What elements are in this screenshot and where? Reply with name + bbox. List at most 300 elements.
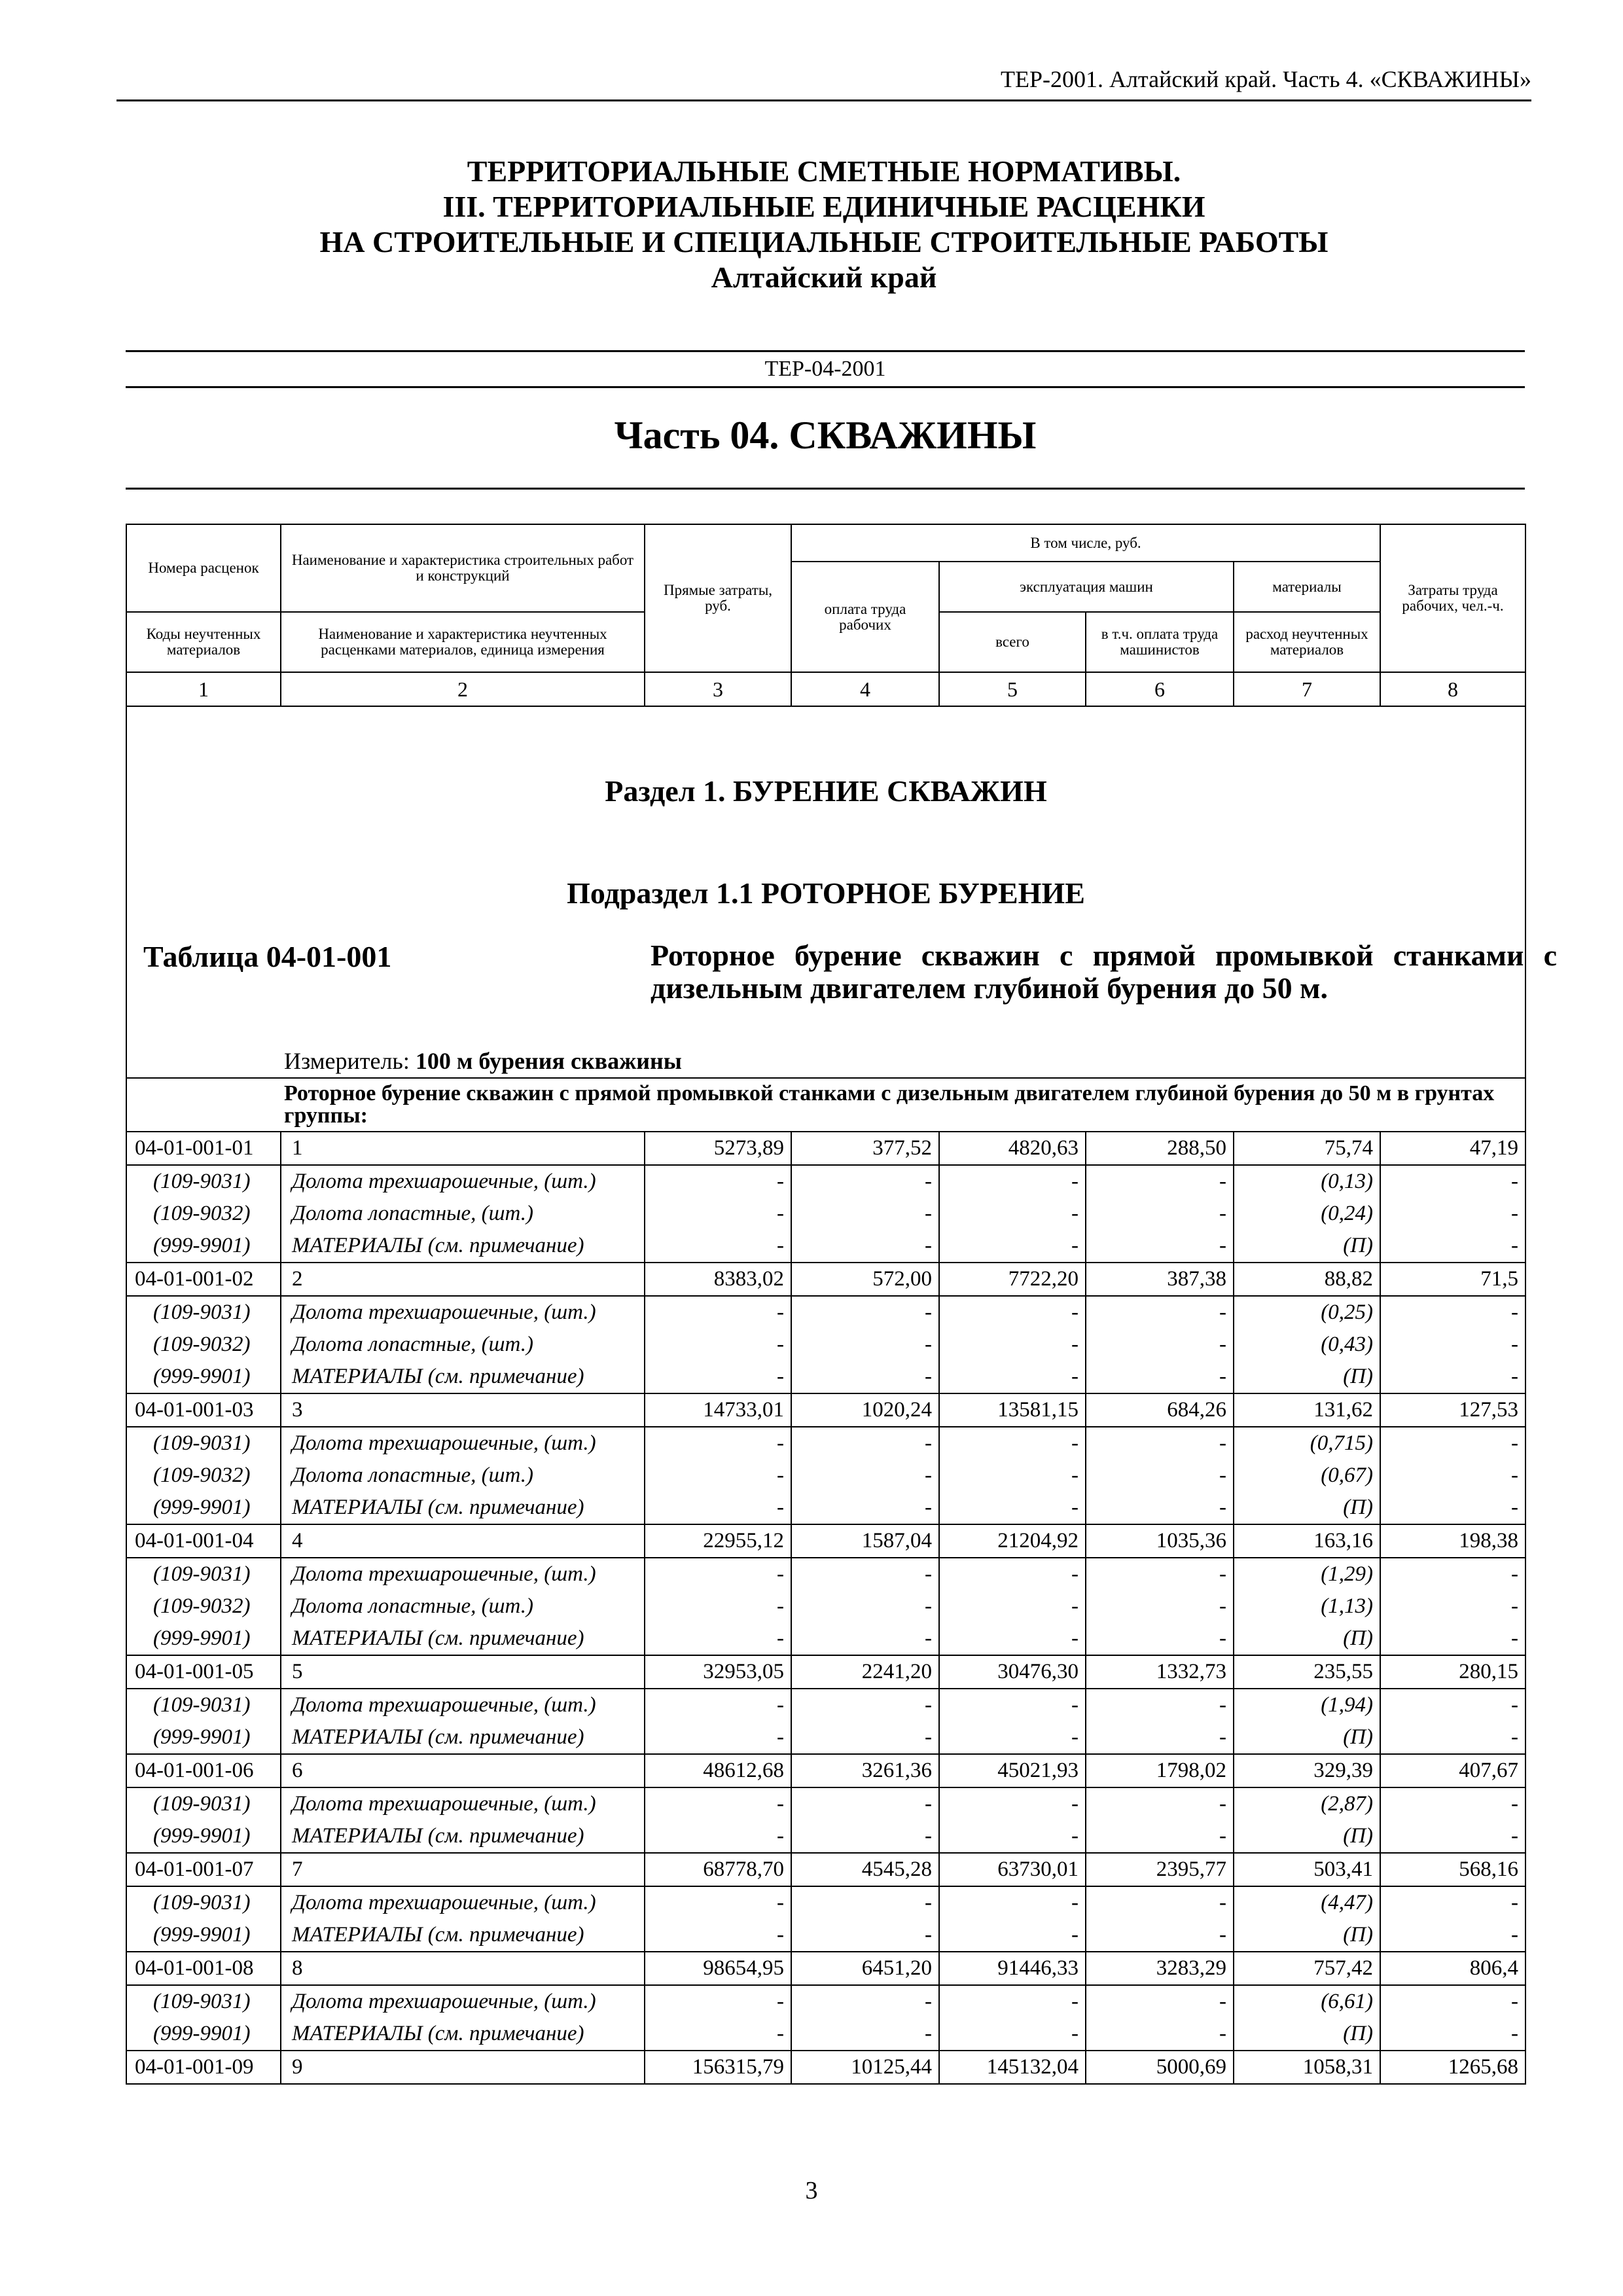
labor-hours: 127,53 <box>1380 1393 1525 1427</box>
table-row <box>126 1263 1525 1296</box>
operator-pay: - <box>1086 1886 1234 1919</box>
direct-costs: - <box>645 1787 791 1820</box>
labor-hours: 280,15 <box>1380 1655 1525 1689</box>
worker-pay: 10125,44 <box>791 2051 939 2084</box>
worker-pay: - <box>791 1985 939 2018</box>
item-name: Долота трехшарошечные, (шт.) <box>281 1787 645 1820</box>
labor-hours: 407,67 <box>1380 1754 1525 1787</box>
rate-code: (109-9032) <box>126 1329 281 1361</box>
labor-hours: - <box>1380 1460 1525 1492</box>
item-name: 5 <box>281 1655 645 1689</box>
material-row <box>126 1198 1525 1230</box>
unaccounted-materials: (П) <box>1234 1820 1380 1853</box>
item-name: МАТЕРИАЛЫ (см. примечание) <box>281 1919 645 1952</box>
worker-pay: - <box>791 1787 939 1820</box>
unaccounted-materials: (1,13) <box>1234 1590 1380 1623</box>
machines-total: - <box>939 1230 1086 1263</box>
machines-total: - <box>939 1165 1086 1198</box>
header-work-name: Наименование и характеристика строительных работ и конструкций <box>281 524 645 612</box>
worker-pay: - <box>791 1492 939 1524</box>
worker-pay: - <box>791 1230 939 1263</box>
direct-costs: - <box>645 1492 791 1524</box>
rate-code: (109-9031) <box>126 1787 281 1820</box>
operator-pay: - <box>1086 1689 1234 1721</box>
header-rate-number: Номера расценок <box>126 524 281 612</box>
unaccounted-materials: (0,67) <box>1234 1460 1380 1492</box>
machines-total: - <box>939 2018 1086 2051</box>
unaccounted-materials: (4,47) <box>1234 1886 1380 1919</box>
rate-code: (109-9031) <box>126 1296 281 1329</box>
machines-total: - <box>939 1329 1086 1361</box>
machines-total: - <box>939 1919 1086 1952</box>
measure-unit <box>284 1047 682 1075</box>
material-row <box>126 1787 1525 1820</box>
title-line-2: III. ТЕРРИТОРИАЛЬНЫЕ ЕДИНИЧНЫЕ РАСЦЕНКИ <box>442 190 1205 223</box>
rate-code: (999-9901) <box>126 2018 281 2051</box>
operator-pay: - <box>1086 1296 1234 1329</box>
direct-costs: 5273,89 <box>645 1132 791 1165</box>
direct-costs: - <box>645 1623 791 1655</box>
machines-total: 145132,04 <box>939 2051 1086 2084</box>
column-number: 1 <box>126 672 281 706</box>
item-name: Долота трехшарошечные, (шт.) <box>281 1165 645 1198</box>
item-name: Долота трехшарошечные, (шт.) <box>281 1427 645 1460</box>
machines-total: 63730,01 <box>939 1853 1086 1886</box>
machines-total: - <box>939 1492 1086 1524</box>
unaccounted-materials: 1058,31 <box>1234 2051 1380 2084</box>
header-worker-pay: оплата труда рабочих <box>791 562 939 672</box>
machines-total: - <box>939 1460 1086 1492</box>
labor-hours: - <box>1380 1198 1525 1230</box>
labor-hours: 806,4 <box>1380 1952 1525 1985</box>
direct-costs: 32953,05 <box>645 1655 791 1689</box>
unaccounted-materials: (0,13) <box>1234 1165 1380 1198</box>
worker-pay: - <box>791 1198 939 1230</box>
column-number: 6 <box>1086 672 1234 706</box>
item-name: Долота трехшарошечные, (шт.) <box>281 1689 645 1721</box>
item-name: Долота трехшарошечные, (шт.) <box>281 1296 645 1329</box>
part-title: Часть 04. СКВАЖИНЫ <box>614 414 1037 457</box>
rate-code: (109-9031) <box>126 1558 281 1590</box>
unaccounted-materials: 757,42 <box>1234 1952 1380 1985</box>
unaccounted-materials: (П) <box>1234 2018 1380 2051</box>
machines-total: 4820,63 <box>939 1132 1086 1165</box>
column-number: 8 <box>1380 672 1525 706</box>
machines-total: - <box>939 1623 1086 1655</box>
worker-pay: - <box>791 1361 939 1393</box>
table-row <box>126 1524 1525 1558</box>
labor-hours: - <box>1380 1985 1525 2018</box>
direct-costs: - <box>645 1165 791 1198</box>
header-unaccounted-materials: расход неучтенных материалов <box>1234 612 1380 672</box>
material-row <box>126 1558 1525 1590</box>
material-row <box>126 1329 1525 1361</box>
operator-pay: 288,50 <box>1086 1132 1234 1165</box>
operator-pay: - <box>1086 1460 1234 1492</box>
unaccounted-materials: 131,62 <box>1234 1393 1380 1427</box>
page-number: 3 <box>805 2177 818 2204</box>
table-row <box>126 1132 1525 1165</box>
header-machines-total: всего <box>939 612 1086 672</box>
direct-costs: - <box>645 1721 791 1754</box>
operator-pay: - <box>1086 1721 1234 1754</box>
labor-hours: - <box>1380 1230 1525 1263</box>
direct-costs: 156315,79 <box>645 2051 791 2084</box>
unaccounted-materials: (П) <box>1234 1492 1380 1524</box>
unaccounted-materials: (1,94) <box>1234 1689 1380 1721</box>
item-name: 9 <box>281 2051 645 2084</box>
document-code: ТЕР-04-2001 <box>126 350 1525 388</box>
machines-total: - <box>939 1361 1086 1393</box>
machines-total: - <box>939 1985 1086 2018</box>
table-title: Роторное бурение скважин с прямой промывкой станками с дизельным двигателем глубиной бурения до 50 м. <box>651 939 1557 1005</box>
worker-pay: 377,52 <box>791 1132 939 1165</box>
rate-code: (109-9031) <box>126 1985 281 2018</box>
rate-code: 04-01-001-05 <box>126 1655 281 1689</box>
worker-pay: - <box>791 1820 939 1853</box>
part-divider <box>126 488 1525 490</box>
direct-costs: 8383,02 <box>645 1263 791 1296</box>
item-name: Долота лопастные, (шт.) <box>281 1590 645 1623</box>
material-row <box>126 1165 1525 1198</box>
labor-hours: - <box>1380 1623 1525 1655</box>
operator-pay: 684,26 <box>1086 1393 1234 1427</box>
machines-total: - <box>939 1886 1086 1919</box>
worker-pay: - <box>791 1165 939 1198</box>
title-line-4: Алтайский край <box>711 260 937 294</box>
unaccounted-materials: (1,29) <box>1234 1558 1380 1590</box>
rate-code: (109-9032) <box>126 1460 281 1492</box>
table-row <box>126 1393 1525 1427</box>
rate-code: (999-9901) <box>126 1721 281 1754</box>
column-number: 3 <box>645 672 791 706</box>
column-number: 2 <box>281 672 645 706</box>
labor-hours: - <box>1380 1886 1525 1919</box>
item-name: МАТЕРИАЛЫ (см. примечание) <box>281 1820 645 1853</box>
direct-costs: 22955,12 <box>645 1524 791 1558</box>
machines-total: 30476,30 <box>939 1655 1086 1689</box>
table-row <box>126 1655 1525 1689</box>
unaccounted-materials: (П) <box>1234 1623 1380 1655</box>
direct-costs: - <box>645 1590 791 1623</box>
unaccounted-materials: (П) <box>1234 1721 1380 1754</box>
rate-code: 04-01-001-01 <box>126 1132 281 1165</box>
unaccounted-materials: (П) <box>1234 1919 1380 1952</box>
labor-hours: - <box>1380 1919 1525 1952</box>
unaccounted-materials: 75,74 <box>1234 1132 1380 1165</box>
worker-pay: 1020,24 <box>791 1393 939 1427</box>
operator-pay: - <box>1086 1623 1234 1655</box>
operator-pay: - <box>1086 1558 1234 1590</box>
operator-pay: 2395,77 <box>1086 1853 1234 1886</box>
machines-total: - <box>939 1296 1086 1329</box>
worker-pay: 2241,20 <box>791 1655 939 1689</box>
worker-pay: - <box>791 1558 939 1590</box>
table-row <box>126 2051 1525 2084</box>
header-labor-hours: Затраты труда рабочих, чел.-ч. <box>1380 524 1525 672</box>
group-title: Роторное бурение скважин с прямой промывкой станками с дизельным двигателем глубиной бурения до 50 м в грунтах группы: <box>126 1078 1525 1132</box>
item-name: 8 <box>281 1952 645 1985</box>
operator-pay: - <box>1086 1985 1234 2018</box>
title-line-3: НА СТРОИТЕЛЬНЫЕ И СПЕЦИАЛЬНЫЕ СТРОИТЕЛЬНЫЕ РАБОТЫ <box>319 225 1329 259</box>
worker-pay: - <box>791 2018 939 2051</box>
operator-pay: - <box>1086 1820 1234 1853</box>
rate-code: 04-01-001-09 <box>126 2051 281 2084</box>
unaccounted-materials: (0,43) <box>1234 1329 1380 1361</box>
material-row <box>126 1492 1525 1524</box>
material-row <box>126 1689 1525 1721</box>
labor-hours: 568,16 <box>1380 1853 1525 1886</box>
operator-pay: - <box>1086 1787 1234 1820</box>
labor-hours: 71,5 <box>1380 1263 1525 1296</box>
column-number: 7 <box>1234 672 1380 706</box>
item-name: Долота трехшарошечные, (шт.) <box>281 1985 645 2018</box>
running-header: ТЕР-2001. Алтайский край. Часть 4. «СКВАЖИНЫ» <box>116 65 1531 101</box>
operator-pay: 387,38 <box>1086 1263 1234 1296</box>
material-row <box>126 1721 1525 1754</box>
labor-hours: - <box>1380 1558 1525 1590</box>
worker-pay: - <box>791 1296 939 1329</box>
direct-costs: - <box>645 1820 791 1853</box>
machines-total: 7722,20 <box>939 1263 1086 1296</box>
worker-pay: 572,00 <box>791 1263 939 1296</box>
unaccounted-materials: (6,61) <box>1234 1985 1380 2018</box>
rate-code: (999-9901) <box>126 1919 281 1952</box>
rate-code: (109-9031) <box>126 1427 281 1460</box>
labor-hours: 1265,68 <box>1380 2051 1525 2084</box>
unaccounted-materials: (0,25) <box>1234 1296 1380 1329</box>
direct-costs: - <box>645 1230 791 1263</box>
machines-total: - <box>939 1820 1086 1853</box>
direct-costs: - <box>645 1689 791 1721</box>
rate-code: 04-01-001-04 <box>126 1524 281 1558</box>
unaccounted-materials: (0,715) <box>1234 1427 1380 1460</box>
column-number: 5 <box>939 672 1086 706</box>
direct-costs: - <box>645 1329 791 1361</box>
operator-pay: 1332,73 <box>1086 1655 1234 1689</box>
unaccounted-materials: 88,82 <box>1234 1263 1380 1296</box>
table-row <box>126 1952 1525 1985</box>
rate-code: (999-9901) <box>126 1820 281 1853</box>
item-name: 2 <box>281 1263 645 1296</box>
operator-pay: 1035,36 <box>1086 1524 1234 1558</box>
rate-code: (109-9031) <box>126 1689 281 1721</box>
item-name: Долота трехшарошечные, (шт.) <box>281 1886 645 1919</box>
item-name: МАТЕРИАЛЫ (см. примечание) <box>281 1623 645 1655</box>
header-including: В том числе, руб. <box>791 524 1380 562</box>
labor-hours: 198,38 <box>1380 1524 1525 1558</box>
labor-hours: - <box>1380 1820 1525 1853</box>
item-name: МАТЕРИАЛЫ (см. примечание) <box>281 1230 645 1263</box>
unaccounted-materials: 235,55 <box>1234 1655 1380 1689</box>
rate-code: (999-9901) <box>126 1623 281 1655</box>
worker-pay: - <box>791 1460 939 1492</box>
title-line-1: ТЕРРИТОРИАЛЬНЫЕ СМЕТНЫЕ НОРМАТИВЫ. <box>467 154 1181 188</box>
machines-total: - <box>939 1558 1086 1590</box>
direct-costs: 68778,70 <box>645 1853 791 1886</box>
direct-costs: - <box>645 1460 791 1492</box>
section-block <box>126 706 1557 1078</box>
labor-hours: - <box>1380 1787 1525 1820</box>
labor-hours: - <box>1380 1689 1525 1721</box>
worker-pay: - <box>791 1689 939 1721</box>
rates-body <box>126 1132 1525 2084</box>
direct-costs: - <box>645 1985 791 2018</box>
unaccounted-materials: 329,39 <box>1234 1754 1380 1787</box>
machines-total: - <box>939 1198 1086 1230</box>
direct-costs: - <box>645 1198 791 1230</box>
worker-pay: 1587,04 <box>791 1524 939 1558</box>
operator-pay: - <box>1086 1919 1234 1952</box>
column-number-row <box>126 672 1525 706</box>
labor-hours: - <box>1380 1329 1525 1361</box>
operator-pay: - <box>1086 1165 1234 1198</box>
item-name: Долота лопастные, (шт.) <box>281 1460 645 1492</box>
rate-code: 04-01-001-07 <box>126 1853 281 1886</box>
rate-code: (109-9032) <box>126 1590 281 1623</box>
material-row <box>126 1361 1525 1393</box>
labor-hours: - <box>1380 1427 1525 1460</box>
operator-pay: - <box>1086 1198 1234 1230</box>
machines-total: - <box>939 1427 1086 1460</box>
material-row <box>126 1820 1525 1853</box>
table-number: Таблица 04-01-001 <box>143 940 392 973</box>
material-row <box>126 1460 1525 1492</box>
unaccounted-materials: (П) <box>1234 1230 1380 1263</box>
item-name: 1 <box>281 1132 645 1165</box>
labor-hours: - <box>1380 1361 1525 1393</box>
machines-total: 45021,93 <box>939 1754 1086 1787</box>
material-row <box>126 1590 1525 1623</box>
document-title <box>116 154 1531 295</box>
column-number: 4 <box>791 672 939 706</box>
worker-pay: 6451,20 <box>791 1952 939 1985</box>
direct-costs: - <box>645 1427 791 1460</box>
unaccounted-materials: 503,41 <box>1234 1853 1380 1886</box>
rates-table <box>126 524 1557 2085</box>
worker-pay: - <box>791 1919 939 1952</box>
operator-pay: - <box>1086 1590 1234 1623</box>
labor-hours: - <box>1380 1590 1525 1623</box>
labor-hours: 47,19 <box>1380 1132 1525 1165</box>
worker-pay: - <box>791 1427 939 1460</box>
section-title: Раздел 1. БУРЕНИЕ СКВАЖИН <box>605 774 1047 808</box>
labor-hours: - <box>1380 1721 1525 1754</box>
item-name: 4 <box>281 1524 645 1558</box>
unaccounted-materials: (0,24) <box>1234 1198 1380 1230</box>
rate-code: (109-9031) <box>126 1886 281 1919</box>
labor-hours: - <box>1380 1165 1525 1198</box>
worker-pay: - <box>791 1329 939 1361</box>
rate-code: (999-9901) <box>126 1361 281 1393</box>
machines-total: - <box>939 1689 1086 1721</box>
direct-costs: - <box>645 2018 791 2051</box>
header-materials: материалы <box>1234 562 1380 612</box>
material-row <box>126 1985 1525 2018</box>
material-row <box>126 1230 1525 1263</box>
table-row <box>126 1853 1525 1886</box>
rate-code: 04-01-001-03 <box>126 1393 281 1427</box>
labor-hours: - <box>1380 1296 1525 1329</box>
operator-pay: - <box>1086 1361 1234 1393</box>
labor-hours: - <box>1380 1492 1525 1524</box>
rate-code: 04-01-001-02 <box>126 1263 281 1296</box>
operator-pay: 5000,69 <box>1086 2051 1234 2084</box>
header-machine-operation: эксплуатация машин <box>939 562 1234 612</box>
rate-code: 04-01-001-06 <box>126 1754 281 1787</box>
rate-code: (999-9901) <box>126 1230 281 1263</box>
item-name: 7 <box>281 1853 645 1886</box>
item-name: Долота трехшарошечные, (шт.) <box>281 1558 645 1590</box>
operator-pay: - <box>1086 1492 1234 1524</box>
worker-pay: - <box>791 1721 939 1754</box>
direct-costs: 98654,95 <box>645 1952 791 1985</box>
material-row <box>126 1296 1525 1329</box>
item-name: Долота лопастные, (шт.) <box>281 1329 645 1361</box>
unaccounted-materials: (2,87) <box>1234 1787 1380 1820</box>
direct-costs: - <box>645 1361 791 1393</box>
worker-pay: - <box>791 1623 939 1655</box>
operator-pay: 1798,02 <box>1086 1754 1234 1787</box>
subsection-title: Подраздел 1.1 РОТОРНОЕ БУРЕНИЕ <box>567 876 1085 910</box>
direct-costs: - <box>645 1919 791 1952</box>
header-material-codes: Коды неучтенных материалов <box>126 612 281 672</box>
rate-code: (999-9901) <box>126 1492 281 1524</box>
item-name: 6 <box>281 1754 645 1787</box>
material-row <box>126 1427 1525 1460</box>
worker-pay: - <box>791 1590 939 1623</box>
operator-pay: - <box>1086 1427 1234 1460</box>
unaccounted-materials: 163,16 <box>1234 1524 1380 1558</box>
material-row <box>126 1886 1525 1919</box>
header-direct-costs: Прямые затраты, руб. <box>645 524 791 672</box>
direct-costs: 14733,01 <box>645 1393 791 1427</box>
item-name: 3 <box>281 1393 645 1427</box>
rate-code: 04-01-001-08 <box>126 1952 281 1985</box>
operator-pay: - <box>1086 1230 1234 1263</box>
material-row <box>126 2018 1525 2051</box>
rate-code: (109-9031) <box>126 1165 281 1198</box>
direct-costs: 48612,68 <box>645 1754 791 1787</box>
worker-pay: 3261,36 <box>791 1754 939 1787</box>
operator-pay: 3283,29 <box>1086 1952 1234 1985</box>
operator-pay: - <box>1086 2018 1234 2051</box>
item-name: МАТЕРИАЛЫ (см. примечание) <box>281 1492 645 1524</box>
machines-total: - <box>939 1721 1086 1754</box>
item-name: МАТЕРИАЛЫ (см. примечание) <box>281 1721 645 1754</box>
item-name: МАТЕРИАЛЫ (см. примечание) <box>281 1361 645 1393</box>
unaccounted-materials: (П) <box>1234 1361 1380 1393</box>
header-operator-pay: в т.ч. оплата труда машинистов <box>1086 612 1234 672</box>
measure-value: 100 м бурения скважины <box>415 1048 682 1074</box>
item-name: Долота лопастные, (шт.) <box>281 1198 645 1230</box>
direct-costs: - <box>645 1558 791 1590</box>
labor-hours: - <box>1380 2018 1525 2051</box>
worker-pay: 4545,28 <box>791 1853 939 1886</box>
machines-total: - <box>939 1590 1086 1623</box>
machines-total: - <box>939 1787 1086 1820</box>
material-row <box>126 1919 1525 1952</box>
machines-total: 13581,15 <box>939 1393 1086 1427</box>
operator-pay: - <box>1086 1329 1234 1361</box>
machines-total: 91446,33 <box>939 1952 1086 1985</box>
direct-costs: - <box>645 1886 791 1919</box>
direct-costs: - <box>645 1296 791 1329</box>
measure-label: Измеритель: <box>284 1048 410 1074</box>
header-material-name: Наименование и характеристика неучтенных расценками материалов, единица измерения <box>281 612 645 672</box>
rate-code: (109-9032) <box>126 1198 281 1230</box>
worker-pay: - <box>791 1886 939 1919</box>
